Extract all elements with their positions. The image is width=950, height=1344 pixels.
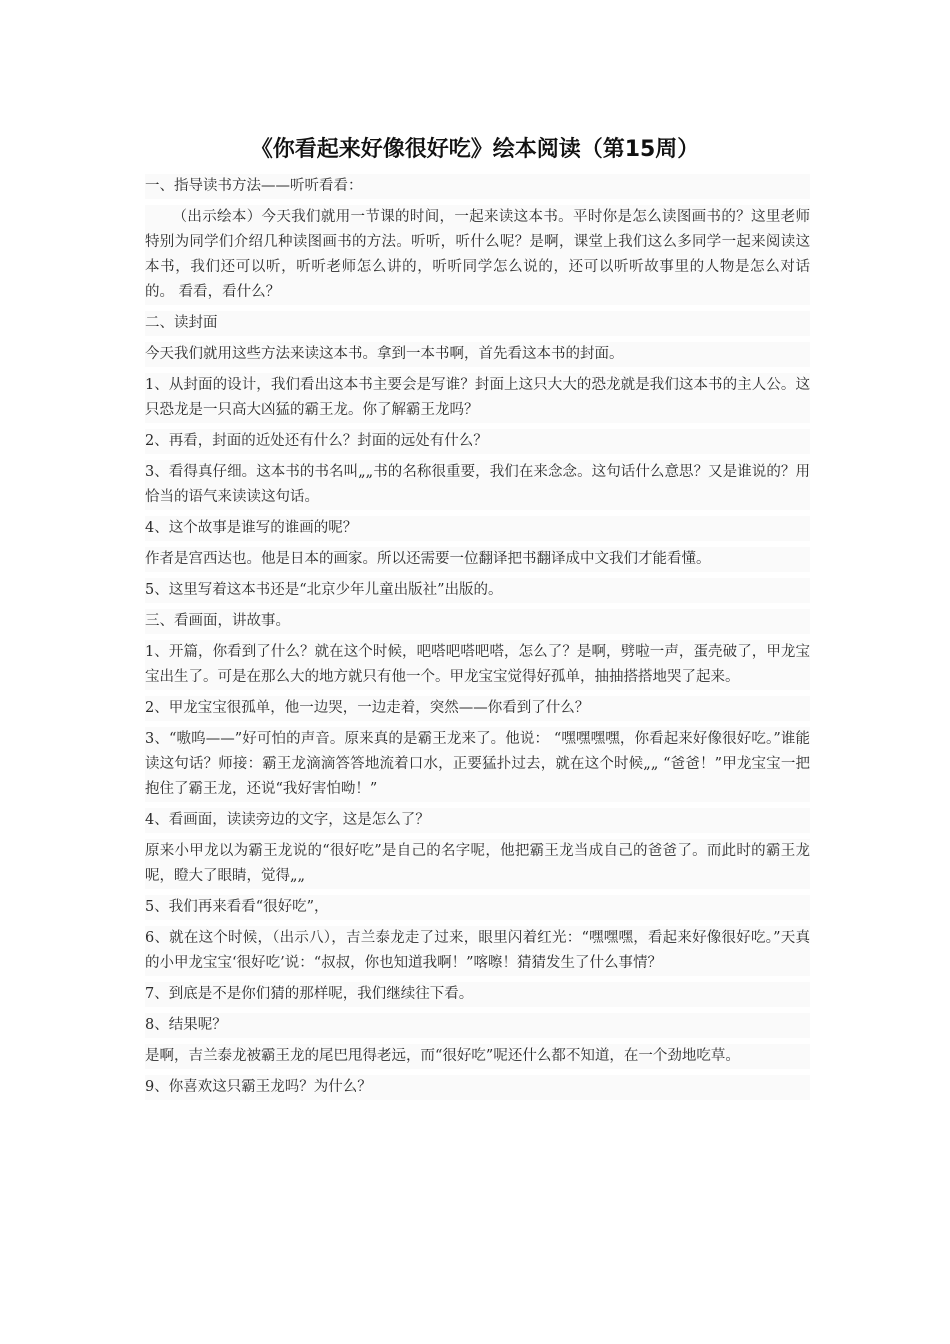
paragraph: 二、读封面 [145, 311, 810, 336]
paragraph: （出示绘本）今天我们就用一节课的时间，一起来读这本书。平时你是怎么读图画书的？这里老师特别为同学们介绍几种读图画书的方法。听听，听什么呢？是啊，课堂上我们这么多同学一起来阅读这本书，我们还可以听，听听老师怎么讲的，听听同学怎么说的，还可以听听故事里的人物是怎么对话的。 看看，看什么？ [145, 205, 810, 305]
paragraph: 一、指导读书方法——听听看看： [145, 174, 810, 199]
paragraph: 今天我们就用这些方法来读这本书。拿到一本书啊，首先看这本书的封面。 [145, 342, 810, 367]
paragraph: 9、你喜欢这只霸王龙吗？为什么？ [145, 1075, 810, 1100]
paragraph: 2、再看，封面的近处还有什么？封面的远处有什么？ [145, 429, 810, 454]
paragraph: 是啊，吉兰泰龙被霸王龙的尾巴甩得老远，而“很好吃”呢还什么都不知道，在一个劲地吃草。 [145, 1044, 810, 1069]
paragraph: 5、这里写着这本书还是“北京少年儿童出版社”出版的。 [145, 578, 810, 603]
page-title: 《你看起来好像很好吃》绘本阅读（第15周） [250, 137, 700, 162]
paragraph: 1、开篇，你看到了什么？就在这个时候，吧嗒吧嗒吧嗒，怎么了？是啊，劈啦一声，蛋壳破了，甲龙宝宝出生了。可是在那么大的地方就只有他一个。甲龙宝宝觉得好孤单，抽抽搭搭地哭了起来。 [145, 640, 810, 690]
paragraph: 5、我们再来看看“很好吃”， [145, 895, 810, 920]
paragraph: 3、看得真仔细。这本书的书名叫„„书的名称很重要，我们在来念念。这句话什么意思？又是谁说的？用恰当的语气来读读这句话。 [145, 460, 810, 510]
paragraph: 3、“嗷呜——”好可怕的声音。原来真的是霸王龙来了。他说： “嘿嘿嘿嘿，你看起来好像很好吃。”谁能读这句话？师接：霸王龙滴滴答答地流着口水，正要猛扑过去，就在这个时候„„ “爸爸！”甲龙宝宝一把抱住了霸王龙，还说“我好害怕呦！” [145, 727, 810, 802]
paragraph: 2、甲龙宝宝很孤单，他一边哭，一边走着，突然——你看到了什么？ [145, 696, 810, 721]
paragraph: 三、看画面，讲故事。 [145, 609, 810, 634]
paragraph: 原来小甲龙以为霸王龙说的“很好吃”是自己的名字呢，他把霸王龙当成自己的爸爸了。而此时的霸王龙呢，瞪大了眼睛，觉得„„ [145, 839, 810, 889]
paragraph: 作者是宫西达也。他是日本的画家。所以还需要一位翻译把书翻译成中文我们才能看懂。 [145, 547, 810, 572]
paragraph: 4、这个故事是谁写的谁画的呢？ [145, 516, 810, 541]
paragraph: 1、从封面的设计，我们看出这本书主要会是写谁？封面上这只大大的恐龙就是我们这本书的主人公。这只恐龙是一只高大凶猛的霸王龙。你了解霸王龙吗？ [145, 373, 810, 423]
paragraph: 6、就在这个时候，（出示八），吉兰泰龙走了过来，眼里闪着红光：“嘿嘿嘿，看起来好像很好吃。”天真的小甲龙宝宝‘很好吃’说：“叔叔，你也知道我啊！”喀嚓！猜猜发生了什么事情？ [145, 926, 810, 976]
paragraph: 4、看画面，读读旁边的文字，这是怎么了？ [145, 808, 810, 833]
paragraph: 8、结果呢？ [145, 1013, 810, 1038]
paragraph: 7、到底是不是你们猜的那样呢，我们继续往下看。 [145, 982, 810, 1007]
document-body [145, 174, 810, 1106]
